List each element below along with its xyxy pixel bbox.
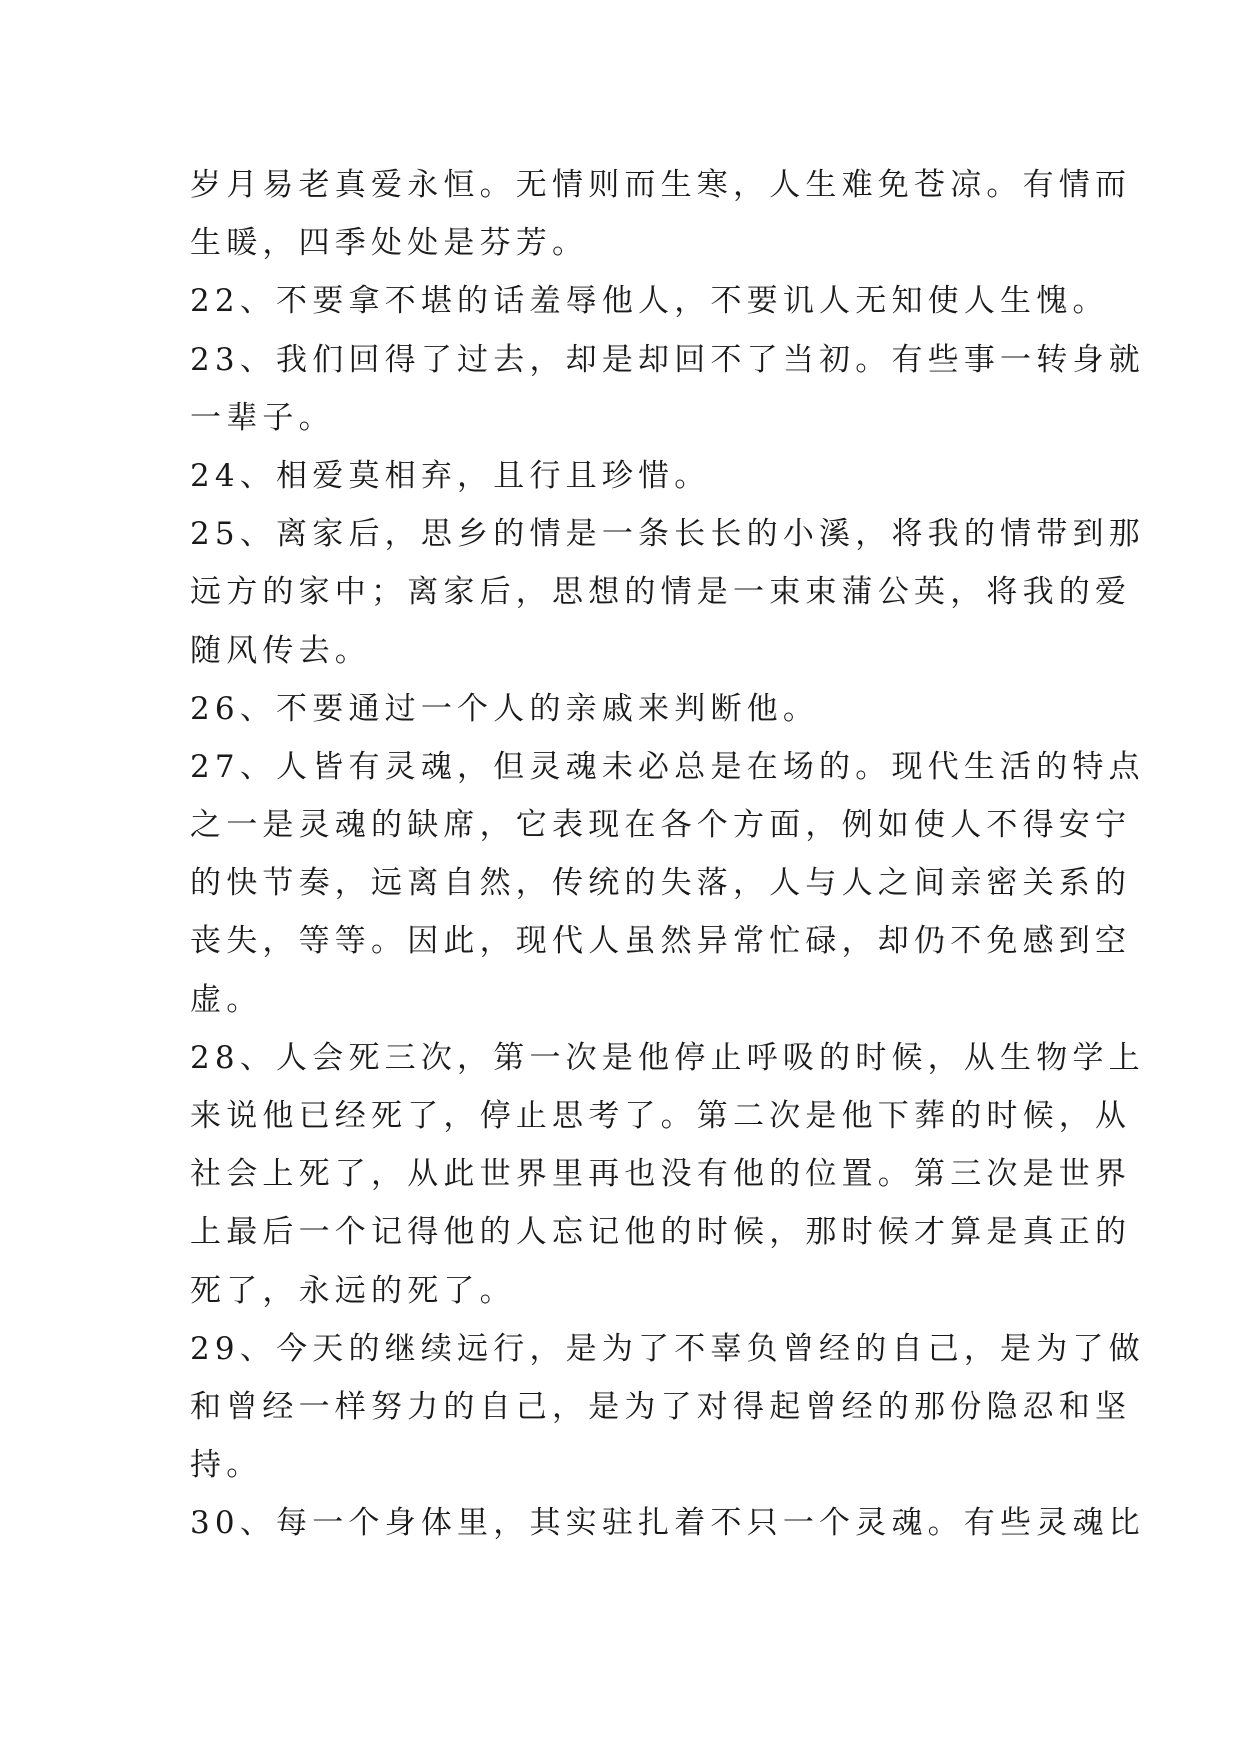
text-line: 29、今天的继续远行，是为了不辜负曾经的自己，是为了做 [190, 1330, 1145, 1367]
text-line: 27、人皆有灵魂，但灵魂未必总是在场的。现代生活的特点 [190, 748, 1145, 785]
text-line: 生暖，四季处处是芬芳。 [190, 225, 589, 262]
text-line: 23、我们回得了过去，却是却回不了当初。有些事一转身就 [190, 341, 1145, 378]
text-line: 岁月易老真爱永恒。无情则而生寒，人生难免苍凉。有情而 [190, 167, 1132, 203]
text-line: 一辈子。 [190, 399, 335, 436]
text-line: 的快节奏，远离自然，传统的失落，人与人之间亲密关系的 [190, 865, 1132, 902]
text-line: 22、不要拿不堪的话羞辱他人，不要讥人无知使人生愧。 [190, 283, 1109, 320]
text-line: 24、相爱莫相弃，且行且珍惜。 [190, 457, 711, 494]
text-line: 持。 [190, 1447, 263, 1484]
text-line: 来说他已经死了，停止思考了。第二次是他下葬的时候，从 [190, 1098, 1132, 1134]
text-line: 和曾经一样努力的自己，是为了对得起曾经的那份隐忍和坚 [190, 1388, 1132, 1425]
text-line: 25、离家后，思乡的情是一条长长的小溪，将我的情带到那 [190, 516, 1145, 553]
text-line: 上最后一个记得他的人忘记他的时候，那时候才算是真正的 [190, 1214, 1132, 1251]
text-line: 死了，永远的死了。 [190, 1272, 516, 1309]
text-line: 远方的家中；离家后，思想的情是一束束蒲公英，将我的爱 [190, 574, 1132, 611]
body-text [190, 156, 1145, 1553]
text-line: 30、每一个身体里，其实驻扎着不只一个灵魂。有些灵魂比 [190, 1505, 1145, 1542]
text-line: 社会上死了，从此世界里再也没有他的位置。第三次是世界 [190, 1156, 1132, 1193]
text-line: 26、不要通过一个人的亲戚来判断他。 [190, 690, 820, 727]
text-line: 随风传去。 [190, 632, 371, 669]
text-line: 之一是灵魂的缺席，它表现在各个方面，例如使人不得安宁 [190, 807, 1132, 844]
text-line: 丧失，等等。因此，现代人虽然异常忙碌，却仍不免感到空 [190, 923, 1132, 960]
text-line: 虚。 [190, 981, 263, 1018]
text-line: 28、人会死三次，第一次是他停止呼吸的时候，从生物学上 [190, 1039, 1145, 1076]
